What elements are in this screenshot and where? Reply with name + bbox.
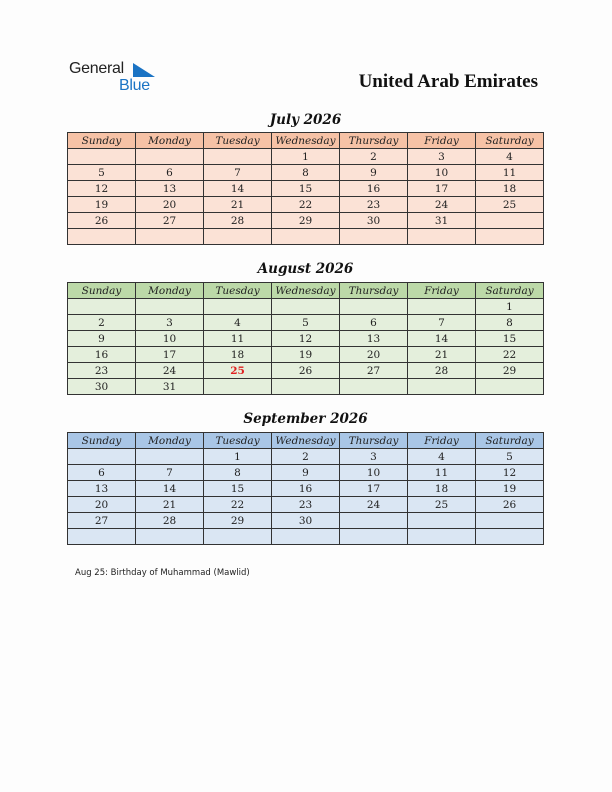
day-cell: 30 xyxy=(272,513,340,529)
day-cell: 2 xyxy=(272,449,340,465)
day-cell: 26 xyxy=(272,363,340,379)
weekday-header-row xyxy=(68,433,544,449)
day-cell: 17 xyxy=(136,347,204,363)
empty-day-cell xyxy=(204,149,272,165)
calendar-september xyxy=(67,432,544,545)
week-row xyxy=(68,347,544,363)
week-row xyxy=(68,363,544,379)
day-cell: 3 xyxy=(340,449,408,465)
weekday-header: Thursday xyxy=(340,133,408,149)
day-cell: 13 xyxy=(340,331,408,347)
day-cell: 26 xyxy=(68,213,136,229)
day-cell: 22 xyxy=(272,197,340,213)
month-title-august: August 2026 xyxy=(257,261,354,277)
day-cell: 16 xyxy=(340,181,408,197)
day-cell: 24 xyxy=(340,497,408,513)
day-cell: 12 xyxy=(476,465,544,481)
week-row xyxy=(68,513,544,529)
empty-day-cell xyxy=(340,529,408,545)
empty-day-cell xyxy=(272,529,340,545)
empty-day-cell xyxy=(68,149,136,165)
day-cell: 5 xyxy=(476,449,544,465)
day-cell: 1 xyxy=(272,149,340,165)
day-cell: 4 xyxy=(408,449,476,465)
day-cell: 9 xyxy=(340,165,408,181)
day-cell: 16 xyxy=(68,347,136,363)
week-row xyxy=(68,197,544,213)
day-cell: 24 xyxy=(408,197,476,213)
weekday-header: Wednesday xyxy=(272,433,340,449)
week-row xyxy=(68,299,544,315)
empty-day-cell xyxy=(204,529,272,545)
weekday-header: Tuesday xyxy=(204,283,272,299)
day-cell: 14 xyxy=(136,481,204,497)
empty-day-cell xyxy=(272,299,340,315)
day-cell: 6 xyxy=(68,465,136,481)
day-cell: 18 xyxy=(476,181,544,197)
weekday-header: Thursday xyxy=(340,283,408,299)
week-row xyxy=(68,165,544,181)
general-blue-logo xyxy=(69,60,169,96)
empty-day-cell xyxy=(136,449,204,465)
empty-day-cell xyxy=(136,529,204,545)
week-row xyxy=(68,315,544,331)
day-cell: 5 xyxy=(272,315,340,331)
month-title-september: September 2026 xyxy=(243,411,368,427)
calendar-august xyxy=(67,282,544,395)
day-cell: 18 xyxy=(408,481,476,497)
day-cell: 27 xyxy=(340,363,408,379)
day-cell: 20 xyxy=(340,347,408,363)
day-cell: 11 xyxy=(408,465,476,481)
week-row xyxy=(68,331,544,347)
empty-day-cell xyxy=(204,229,272,245)
empty-day-cell xyxy=(340,229,408,245)
day-cell: 1 xyxy=(204,449,272,465)
week-row xyxy=(68,481,544,497)
empty-day-cell xyxy=(68,299,136,315)
day-cell: 23 xyxy=(340,197,408,213)
empty-day-cell xyxy=(408,379,476,395)
day-cell: 20 xyxy=(68,497,136,513)
empty-day-cell xyxy=(476,229,544,245)
day-cell: 12 xyxy=(272,331,340,347)
day-cell: 26 xyxy=(476,497,544,513)
week-row xyxy=(68,213,544,229)
day-cell: 29 xyxy=(272,213,340,229)
day-cell: 19 xyxy=(272,347,340,363)
day-cell: 7 xyxy=(136,465,204,481)
day-cell: 7 xyxy=(204,165,272,181)
day-cell: 13 xyxy=(136,181,204,197)
empty-day-cell xyxy=(408,513,476,529)
day-cell: 19 xyxy=(476,481,544,497)
day-cell: 28 xyxy=(204,213,272,229)
empty-day-cell xyxy=(476,513,544,529)
weekday-header-row xyxy=(68,283,544,299)
day-cell: 10 xyxy=(340,465,408,481)
day-cell: 15 xyxy=(272,181,340,197)
empty-day-cell xyxy=(68,229,136,245)
day-cell: 9 xyxy=(68,331,136,347)
empty-day-cell xyxy=(136,149,204,165)
empty-day-cell xyxy=(476,529,544,545)
day-cell: 31 xyxy=(136,379,204,395)
weekday-header: Tuesday xyxy=(204,433,272,449)
week-row xyxy=(68,181,544,197)
day-cell: 28 xyxy=(136,513,204,529)
day-cell: 2 xyxy=(68,315,136,331)
day-cell: 8 xyxy=(204,465,272,481)
empty-day-cell xyxy=(340,379,408,395)
week-row xyxy=(68,229,544,245)
weekday-header: Sunday xyxy=(68,283,136,299)
weekday-header: Monday xyxy=(136,433,204,449)
calendar-july xyxy=(67,132,544,245)
day-cell: 4 xyxy=(204,315,272,331)
day-cell: 15 xyxy=(204,481,272,497)
day-cell: 8 xyxy=(272,165,340,181)
day-cell: 29 xyxy=(204,513,272,529)
weekday-header: Wednesday xyxy=(272,133,340,149)
weekday-header: Saturday xyxy=(476,283,544,299)
day-cell: 8 xyxy=(476,315,544,331)
empty-day-cell xyxy=(340,513,408,529)
weekday-header: Tuesday xyxy=(204,133,272,149)
holiday-note: Aug 25: Birthday of Muhammad (Mawlid) xyxy=(75,568,250,578)
weekday-header: Sunday xyxy=(68,133,136,149)
day-cell: 27 xyxy=(136,213,204,229)
day-cell: 24 xyxy=(136,363,204,379)
weekday-header-row xyxy=(68,133,544,149)
day-cell: 19 xyxy=(68,197,136,213)
weekday-header: Monday xyxy=(136,133,204,149)
weekday-header: Thursday xyxy=(340,433,408,449)
empty-day-cell xyxy=(408,529,476,545)
empty-day-cell xyxy=(68,529,136,545)
empty-day-cell xyxy=(272,379,340,395)
day-cell: 11 xyxy=(204,331,272,347)
empty-day-cell xyxy=(204,299,272,315)
day-cell: 7 xyxy=(408,315,476,331)
logo-text-blue: Blue xyxy=(119,77,150,94)
weekday-header: Sunday xyxy=(68,433,136,449)
weekday-header: Friday xyxy=(408,133,476,149)
empty-day-cell xyxy=(476,213,544,229)
country-title: United Arab Emirates xyxy=(358,71,538,92)
logo-triangle-icon xyxy=(133,63,155,77)
day-cell: 15 xyxy=(476,331,544,347)
day-cell: 4 xyxy=(476,149,544,165)
day-cell: 30 xyxy=(340,213,408,229)
empty-day-cell xyxy=(408,299,476,315)
day-cell: 12 xyxy=(68,181,136,197)
day-cell: 6 xyxy=(136,165,204,181)
day-cell: 17 xyxy=(340,481,408,497)
day-cell: 14 xyxy=(204,181,272,197)
day-cell: 21 xyxy=(204,197,272,213)
empty-day-cell xyxy=(136,299,204,315)
day-cell: 5 xyxy=(68,165,136,181)
empty-day-cell xyxy=(272,229,340,245)
day-cell: 13 xyxy=(68,481,136,497)
day-cell: 28 xyxy=(408,363,476,379)
weekday-header: Saturday xyxy=(476,433,544,449)
day-cell: 9 xyxy=(272,465,340,481)
day-cell: 23 xyxy=(272,497,340,513)
day-cell: 22 xyxy=(476,347,544,363)
logo-text-general: General xyxy=(69,60,124,77)
day-cell: 20 xyxy=(136,197,204,213)
empty-day-cell xyxy=(340,299,408,315)
day-cell: 25 xyxy=(476,197,544,213)
day-cell: 17 xyxy=(408,181,476,197)
month-title-july: July 2026 xyxy=(269,112,342,128)
day-cell: 22 xyxy=(204,497,272,513)
empty-day-cell xyxy=(476,379,544,395)
day-cell: 27 xyxy=(68,513,136,529)
day-cell: 3 xyxy=(408,149,476,165)
empty-day-cell xyxy=(204,379,272,395)
day-cell: 10 xyxy=(408,165,476,181)
day-cell: 25 xyxy=(408,497,476,513)
day-cell: 29 xyxy=(476,363,544,379)
day-cell: 16 xyxy=(272,481,340,497)
weekday-header: Friday xyxy=(408,433,476,449)
empty-day-cell xyxy=(408,229,476,245)
weekday-header: Monday xyxy=(136,283,204,299)
week-row xyxy=(68,465,544,481)
weekday-header: Friday xyxy=(408,283,476,299)
week-row xyxy=(68,149,544,165)
day-cell: 10 xyxy=(136,331,204,347)
day-cell: 30 xyxy=(68,379,136,395)
day-cell: 6 xyxy=(340,315,408,331)
day-cell: 31 xyxy=(408,213,476,229)
weekday-header: Saturday xyxy=(476,133,544,149)
week-row xyxy=(68,497,544,513)
day-cell: 14 xyxy=(408,331,476,347)
week-row xyxy=(68,379,544,395)
week-row xyxy=(68,449,544,465)
day-cell: 11 xyxy=(476,165,544,181)
day-cell: 2 xyxy=(340,149,408,165)
empty-day-cell xyxy=(136,229,204,245)
weekday-header: Wednesday xyxy=(272,283,340,299)
day-cell: 1 xyxy=(476,299,544,315)
day-cell: 3 xyxy=(136,315,204,331)
day-cell: 23 xyxy=(68,363,136,379)
empty-day-cell xyxy=(68,449,136,465)
day-cell: 21 xyxy=(408,347,476,363)
holiday-day-cell: 25 xyxy=(204,363,272,379)
day-cell: 21 xyxy=(136,497,204,513)
day-cell: 18 xyxy=(204,347,272,363)
week-row xyxy=(68,529,544,545)
